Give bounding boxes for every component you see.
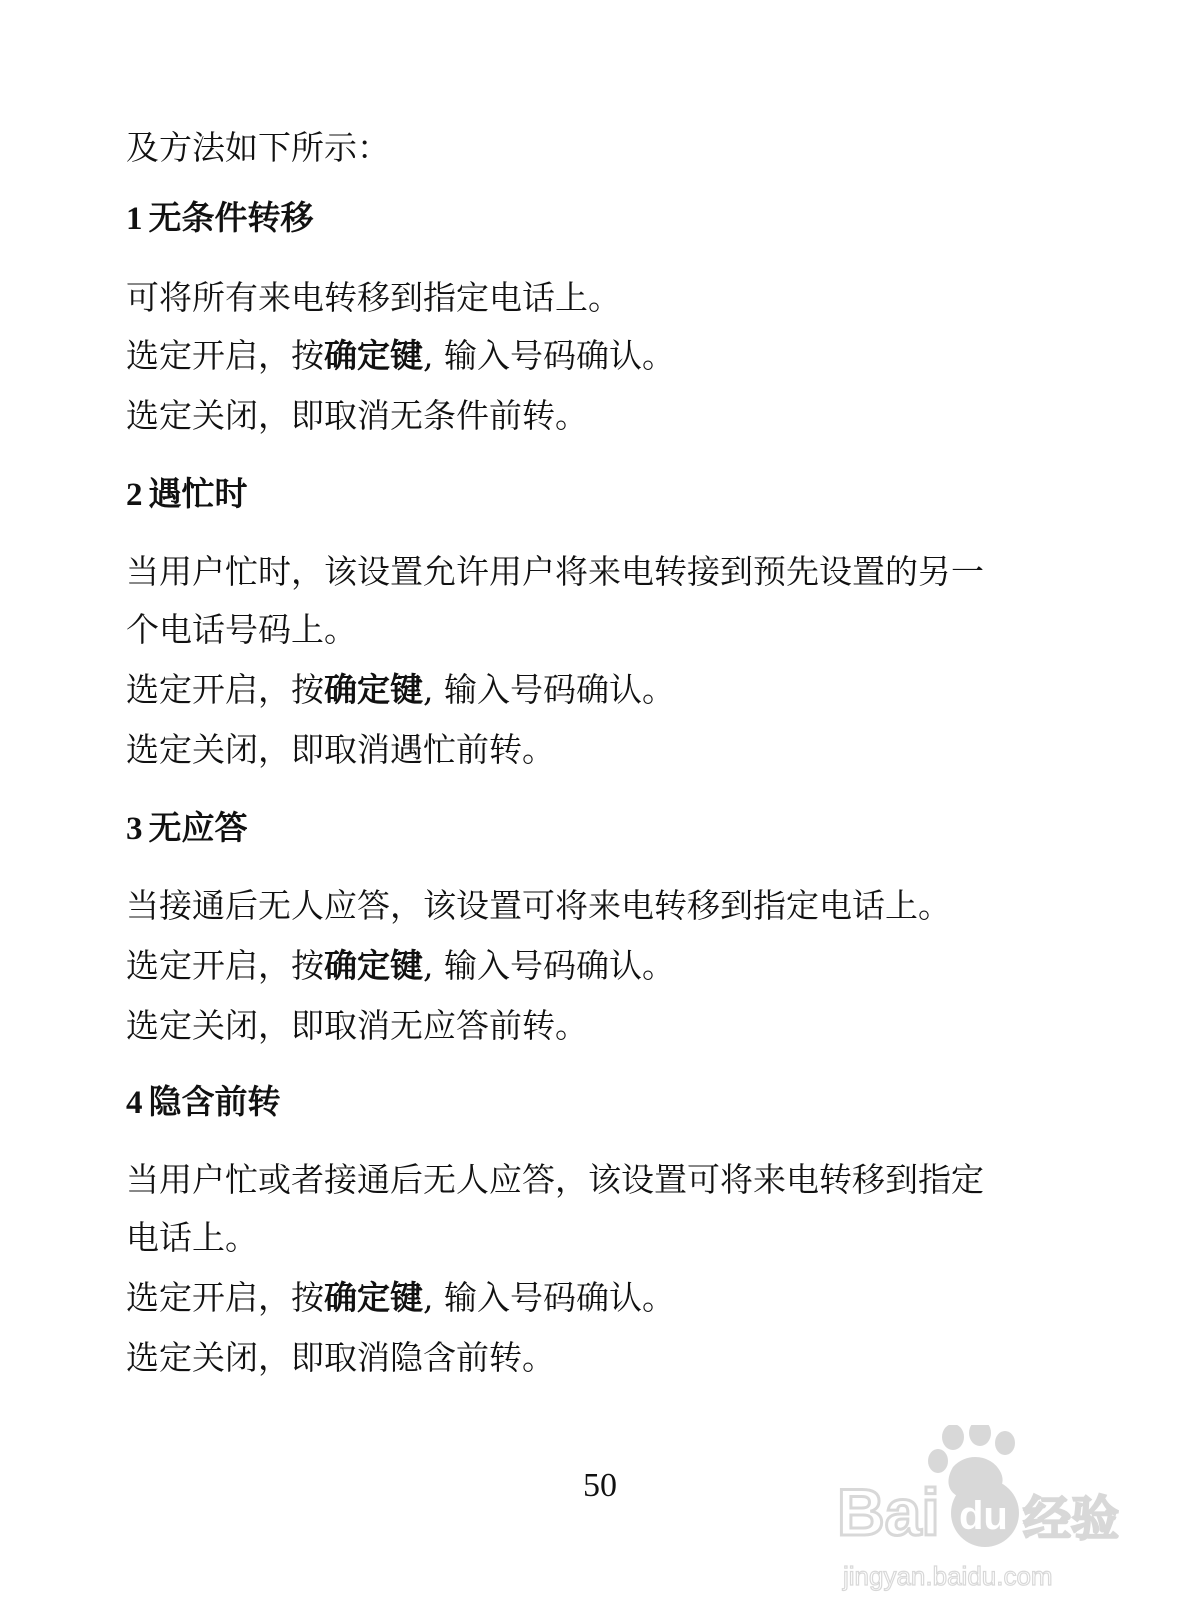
- enable-suffix: , 输入号码确认。: [423, 1278, 675, 1317]
- svg-text:经验: 经验: [1023, 1491, 1120, 1547]
- svg-text:du: du: [959, 1494, 1008, 1538]
- enable-suffix: , 输入号码确认。: [423, 670, 675, 709]
- section-4-disable-instruction: 选定关闭，即取消隐含前转。: [126, 1338, 555, 1377]
- section-3-disable-instruction: 选定关闭，即取消无应答前转。: [126, 1006, 588, 1045]
- section-2-number: 2: [126, 477, 143, 513]
- confirm-key-label: 确定键: [324, 946, 423, 985]
- section-4-description-line-2: 电话上。: [126, 1218, 258, 1257]
- confirm-key-label: 确定键: [324, 1278, 423, 1317]
- section-1-enable-instruction: [126, 336, 675, 376]
- section-3-title: 无应答: [148, 808, 248, 847]
- section-2-description-line-2: 个电话号码上。: [126, 610, 357, 649]
- confirm-key-label: 确定键: [324, 670, 423, 709]
- intro-text: 及方法如下所示：: [126, 128, 390, 167]
- enable-suffix: , 输入号码确认。: [423, 336, 675, 375]
- svg-text:jingyan.baidu.com: jingyan.baidu.com: [843, 1561, 1053, 1591]
- enable-prefix: 选定开启，按: [126, 336, 324, 375]
- section-2-disable-instruction: 选定关闭，即取消遇忙前转。: [126, 730, 555, 769]
- section-3-description: 当接通后无人应答，该设置可将来电转移到指定电话上。: [126, 886, 951, 925]
- section-1-heading: [126, 198, 314, 239]
- section-1-title: 无条件转移: [148, 198, 314, 237]
- section-2-description-line-1: 当用户忙时，该设置允许用户将来电转接到预先设置的另一: [126, 552, 984, 591]
- section-4-title: 隐含前转: [148, 1082, 281, 1121]
- enable-prefix: 选定开启，按: [126, 1278, 324, 1317]
- section-1-description: 可将所有来电转移到指定电话上。: [126, 278, 621, 317]
- section-3-number: 3: [126, 811, 143, 847]
- section-3-heading: [126, 808, 248, 849]
- enable-prefix: 选定开启，按: [126, 946, 324, 985]
- section-4-description-line-1: 当用户忙或者接通后无人应答，该设置可将来电转移到指定: [126, 1160, 984, 1199]
- section-2-title: 遇忙时: [148, 474, 248, 513]
- paw-logo-icon: [835, 1425, 1135, 1605]
- baidu-jingyan-watermark-logo: [835, 1425, 1135, 1605]
- section-2-enable-instruction: [126, 670, 675, 710]
- enable-prefix: 选定开启，按: [126, 670, 324, 709]
- enable-suffix: , 输入号码确认。: [423, 946, 675, 985]
- section-3-enable-instruction: [126, 946, 675, 986]
- section-1-number: 1: [126, 201, 143, 237]
- section-4-heading: [126, 1082, 281, 1123]
- section-2-heading: [126, 474, 248, 515]
- page-number: 50: [583, 1467, 617, 1504]
- section-1-disable-instruction: 选定关闭，即取消无条件前转。: [126, 396, 588, 435]
- section-4-enable-instruction: [126, 1278, 675, 1318]
- confirm-key-label: 确定键: [324, 336, 423, 375]
- section-4-number: 4: [126, 1085, 143, 1121]
- svg-text:Bai: Bai: [837, 1475, 940, 1549]
